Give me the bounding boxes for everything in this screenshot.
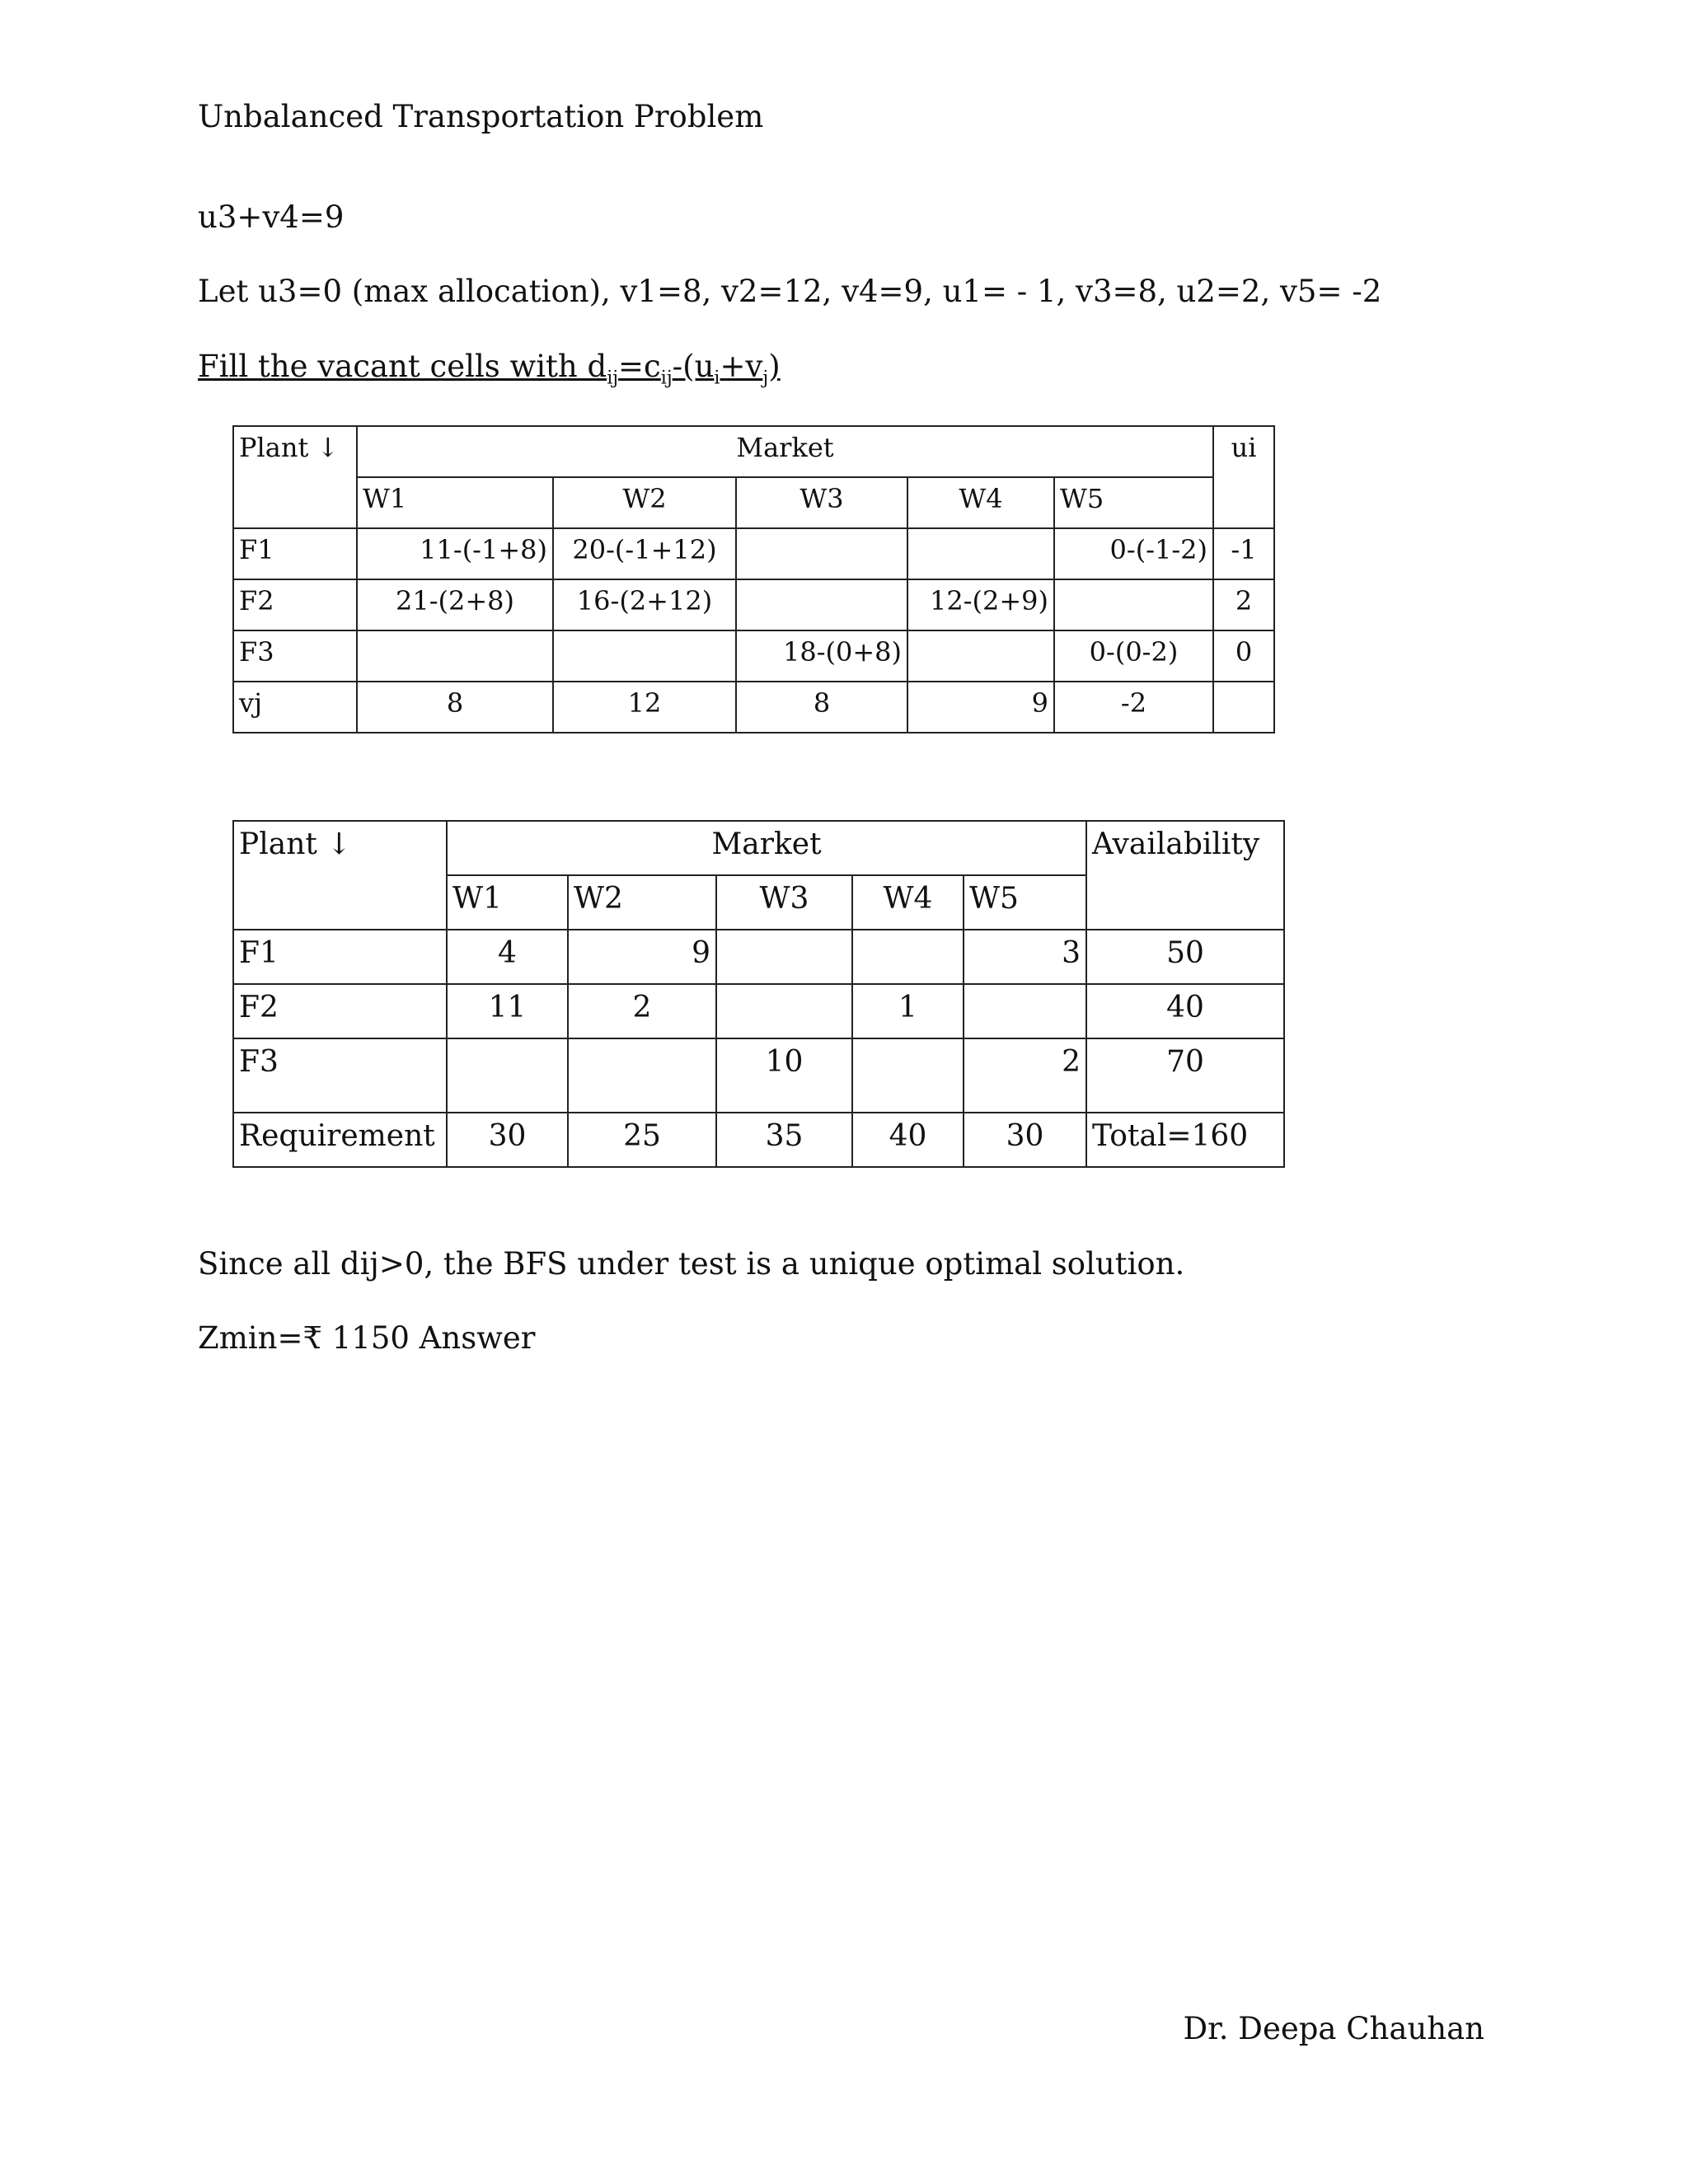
plant-header: Plant ↓ <box>233 426 357 528</box>
market-header: Market <box>357 426 1213 477</box>
cell <box>568 1038 716 1113</box>
cell <box>553 630 736 682</box>
vj-empty <box>1213 682 1274 733</box>
vj-value: 12 <box>553 682 736 733</box>
cell: 16-(2+12) <box>553 579 736 630</box>
cell: 2 <box>568 984 716 1038</box>
table-row <box>233 930 1284 984</box>
allocation-table <box>232 820 1285 1168</box>
cell <box>716 984 852 1038</box>
table-row <box>233 984 1284 1038</box>
dij-table <box>232 425 1275 733</box>
author-name: Dr. Deepa Chauhan <box>1183 2011 1484 2046</box>
cell: 11-(-1+8) <box>357 528 553 579</box>
row-label: F1 <box>233 930 447 984</box>
cell <box>964 984 1086 1038</box>
availability-value: 40 <box>1086 984 1284 1038</box>
fill-text: +v <box>720 349 763 384</box>
plant-header: Plant ↓ <box>233 821 447 930</box>
cell: 0-(0-2) <box>1054 630 1213 682</box>
table-row <box>233 1038 1284 1113</box>
ui-value: -1 <box>1213 528 1274 579</box>
column-header: W2 <box>568 875 716 930</box>
requirement-value: 25 <box>568 1113 716 1167</box>
cell <box>716 930 852 984</box>
requirement-value: 35 <box>716 1113 852 1167</box>
column-header: W1 <box>357 477 553 528</box>
fill-sub: j <box>762 368 769 389</box>
row-label: F3 <box>233 630 357 682</box>
fill-text: -(u <box>672 349 715 384</box>
cell: 10 <box>716 1038 852 1113</box>
fill-text: ) <box>768 349 781 384</box>
table-row <box>233 579 1274 630</box>
requirement-value: 30 <box>964 1113 1086 1167</box>
column-header: W5 <box>1054 477 1213 528</box>
fill-text: Fill the vacant cells with d <box>198 349 607 384</box>
let-line: Let u3=0 (max allocation), v1=8, v2=12, v4=9, u1= - 1, v3=8, u2=2, v5= -2 <box>198 274 1382 309</box>
table-row <box>233 630 1274 682</box>
vj-label: vj <box>233 682 357 733</box>
cell <box>907 630 1054 682</box>
market-header: Market <box>447 821 1086 875</box>
cell: 2 <box>964 1038 1086 1113</box>
cell <box>736 528 907 579</box>
cell: 18-(0+8) <box>736 630 907 682</box>
column-header: W5 <box>964 875 1086 930</box>
column-header: W4 <box>852 875 964 930</box>
cell <box>852 1038 964 1113</box>
column-header: W2 <box>553 477 736 528</box>
requirement-value: 30 <box>447 1113 568 1167</box>
fill-text: =c <box>618 349 661 384</box>
row-label: F3 <box>233 1038 447 1113</box>
cell: 4 <box>447 930 568 984</box>
ui-value: 2 <box>1213 579 1274 630</box>
vj-value: 8 <box>357 682 553 733</box>
answer-line: Zmin=₹ 1150 Answer <box>198 1320 536 1356</box>
cell: 12-(2+9) <box>907 579 1054 630</box>
cell: 20-(-1+12) <box>553 528 736 579</box>
column-header: W1 <box>447 875 568 930</box>
column-header: W3 <box>716 875 852 930</box>
cell: 21-(2+8) <box>357 579 553 630</box>
page-title: Unbalanced Transportation Problem <box>198 99 764 134</box>
fill-sub: ij <box>607 368 619 389</box>
cell <box>357 630 553 682</box>
cell <box>447 1038 568 1113</box>
row-label: F1 <box>233 528 357 579</box>
availability-header: Availability <box>1086 821 1284 930</box>
availability-value: 50 <box>1086 930 1284 984</box>
cell <box>736 579 907 630</box>
table-row <box>233 682 1274 733</box>
fill-instruction <box>198 349 781 388</box>
table-row <box>233 1113 1284 1167</box>
row-label: F2 <box>233 984 447 1038</box>
fill-sub: ij <box>660 368 673 389</box>
total-value: Total=160 <box>1086 1113 1284 1167</box>
requirement-value: 40 <box>852 1113 964 1167</box>
cell: 11 <box>447 984 568 1038</box>
ui-value: 0 <box>1213 630 1274 682</box>
vj-value: 8 <box>736 682 907 733</box>
vj-value: 9 <box>907 682 1054 733</box>
table-row <box>233 528 1274 579</box>
cell: 0-(-1-2) <box>1054 528 1213 579</box>
equation-line: u3+v4=9 <box>198 199 345 235</box>
column-header: W4 <box>907 477 1054 528</box>
cell <box>907 528 1054 579</box>
vj-value: -2 <box>1054 682 1213 733</box>
cell: 3 <box>964 930 1086 984</box>
row-label: F2 <box>233 579 357 630</box>
cell: 1 <box>852 984 964 1038</box>
column-header: W3 <box>736 477 907 528</box>
availability-value: 70 <box>1086 1038 1284 1113</box>
fill-sub: i <box>714 368 720 389</box>
cell <box>852 930 964 984</box>
requirement-label: Requirement <box>233 1113 447 1167</box>
conclusion-line: Since all dij>0, the BFS under test is a unique optimal solution. <box>198 1246 1185 1282</box>
cell <box>1054 579 1213 630</box>
ui-header: ui <box>1213 426 1274 528</box>
cell: 9 <box>568 930 716 984</box>
